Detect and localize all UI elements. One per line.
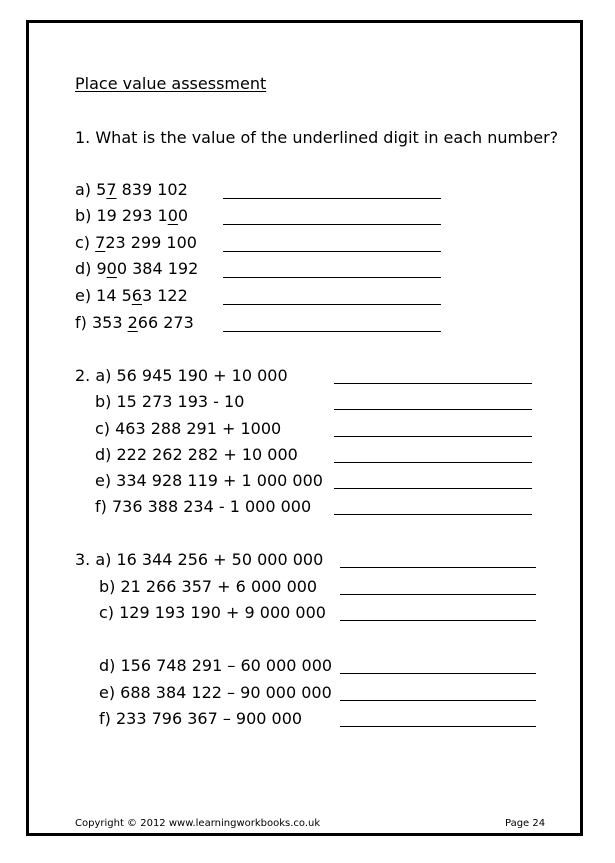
q1-item-pre: 14 5	[96, 286, 132, 305]
q3-item-b: b) 21 266 357 + 6 000 000	[99, 577, 318, 596]
q1-item-post: 0	[177, 206, 189, 225]
answer-line[interactable]	[340, 700, 536, 701]
q1-item-label: a)	[75, 180, 97, 199]
q3-item-d: d) 156 748 291 – 60 000 000	[99, 656, 333, 675]
underlined-digit: 0	[167, 206, 178, 225]
answer-line[interactable]	[334, 436, 532, 437]
underlined-digit: 2	[127, 313, 138, 332]
underlined-digit: 6	[131, 286, 142, 305]
answer-line[interactable]	[334, 488, 532, 489]
answer-line[interactable]	[223, 224, 441, 225]
q1-item-d	[75, 259, 198, 279]
answer-line[interactable]	[223, 277, 441, 278]
q3-item-c: c) 129 193 190 + 9 000 000	[99, 603, 326, 622]
answer-line[interactable]	[223, 331, 441, 332]
q3-item-f: f) 233 796 367 – 900 000	[99, 709, 303, 728]
answer-line[interactable]	[334, 462, 532, 463]
answer-line[interactable]	[340, 673, 536, 674]
q1-item-pre: 5	[96, 180, 107, 199]
q2-item-f: f) 736 388 234 - 1 000 000	[95, 497, 312, 516]
q1-item-post: 23 299 100	[105, 233, 197, 252]
q1-item-label: b)	[75, 206, 97, 225]
q3-item-e: e) 688 384 122 – 90 000 000	[99, 683, 332, 702]
q1-item-post: 0 384 192	[116, 259, 199, 278]
q3-item-a: 3. a) 16 344 256 + 50 000 000	[75, 550, 324, 569]
q1-item-pre: 19 293 1	[96, 206, 168, 225]
underlined-digit: 0	[106, 259, 117, 278]
answer-line[interactable]	[340, 620, 536, 621]
q1-heading: 1. What is the value of the underlined digit in each number?	[75, 128, 559, 147]
q1-item-label: d)	[75, 259, 97, 278]
answer-line[interactable]	[340, 726, 536, 727]
q2-item-d: d) 222 262 282 + 10 000	[95, 445, 298, 464]
q2-item-a: 2. a) 56 945 190 + 10 000	[75, 366, 288, 385]
answer-line[interactable]	[334, 514, 532, 515]
q1-item-label: f)	[75, 313, 92, 332]
answer-line[interactable]	[340, 594, 536, 595]
q1-item-f	[75, 313, 194, 333]
answer-line[interactable]	[334, 383, 532, 384]
footer-page-number: Page 24	[505, 818, 546, 829]
q1-item-label: c)	[75, 233, 96, 252]
q1-item-pre: 353	[91, 313, 128, 332]
q1-item-post: 66 273	[137, 313, 194, 332]
page-title: Place value assessment	[75, 74, 267, 93]
q2-item-b: b) 15 273 193 - 10	[95, 392, 245, 411]
q1-item-e	[75, 286, 188, 306]
answer-line[interactable]	[223, 251, 441, 252]
answer-line[interactable]	[223, 304, 441, 305]
underlined-digit: 7	[106, 180, 117, 199]
q1-item-b	[75, 206, 188, 226]
q2-item-e: e) 334 928 119 + 1 000 000	[95, 471, 323, 490]
q1-item-label: e)	[75, 286, 97, 305]
underlined-digit: 7	[95, 233, 106, 252]
footer-copyright: Copyright © 2012 www.learningworkbooks.co.uk	[75, 818, 321, 829]
q1-item-pre: 9	[96, 259, 107, 278]
answer-line[interactable]	[223, 198, 441, 199]
q1-item-c	[75, 233, 197, 253]
answer-line[interactable]	[340, 567, 536, 568]
q2-item-c: c) 463 288 291 + 1000	[95, 419, 282, 438]
q1-item-a	[75, 180, 188, 200]
answer-line[interactable]	[334, 409, 532, 410]
q1-item-post: 839 102	[116, 180, 188, 199]
q1-item-post: 3 122	[141, 286, 188, 305]
